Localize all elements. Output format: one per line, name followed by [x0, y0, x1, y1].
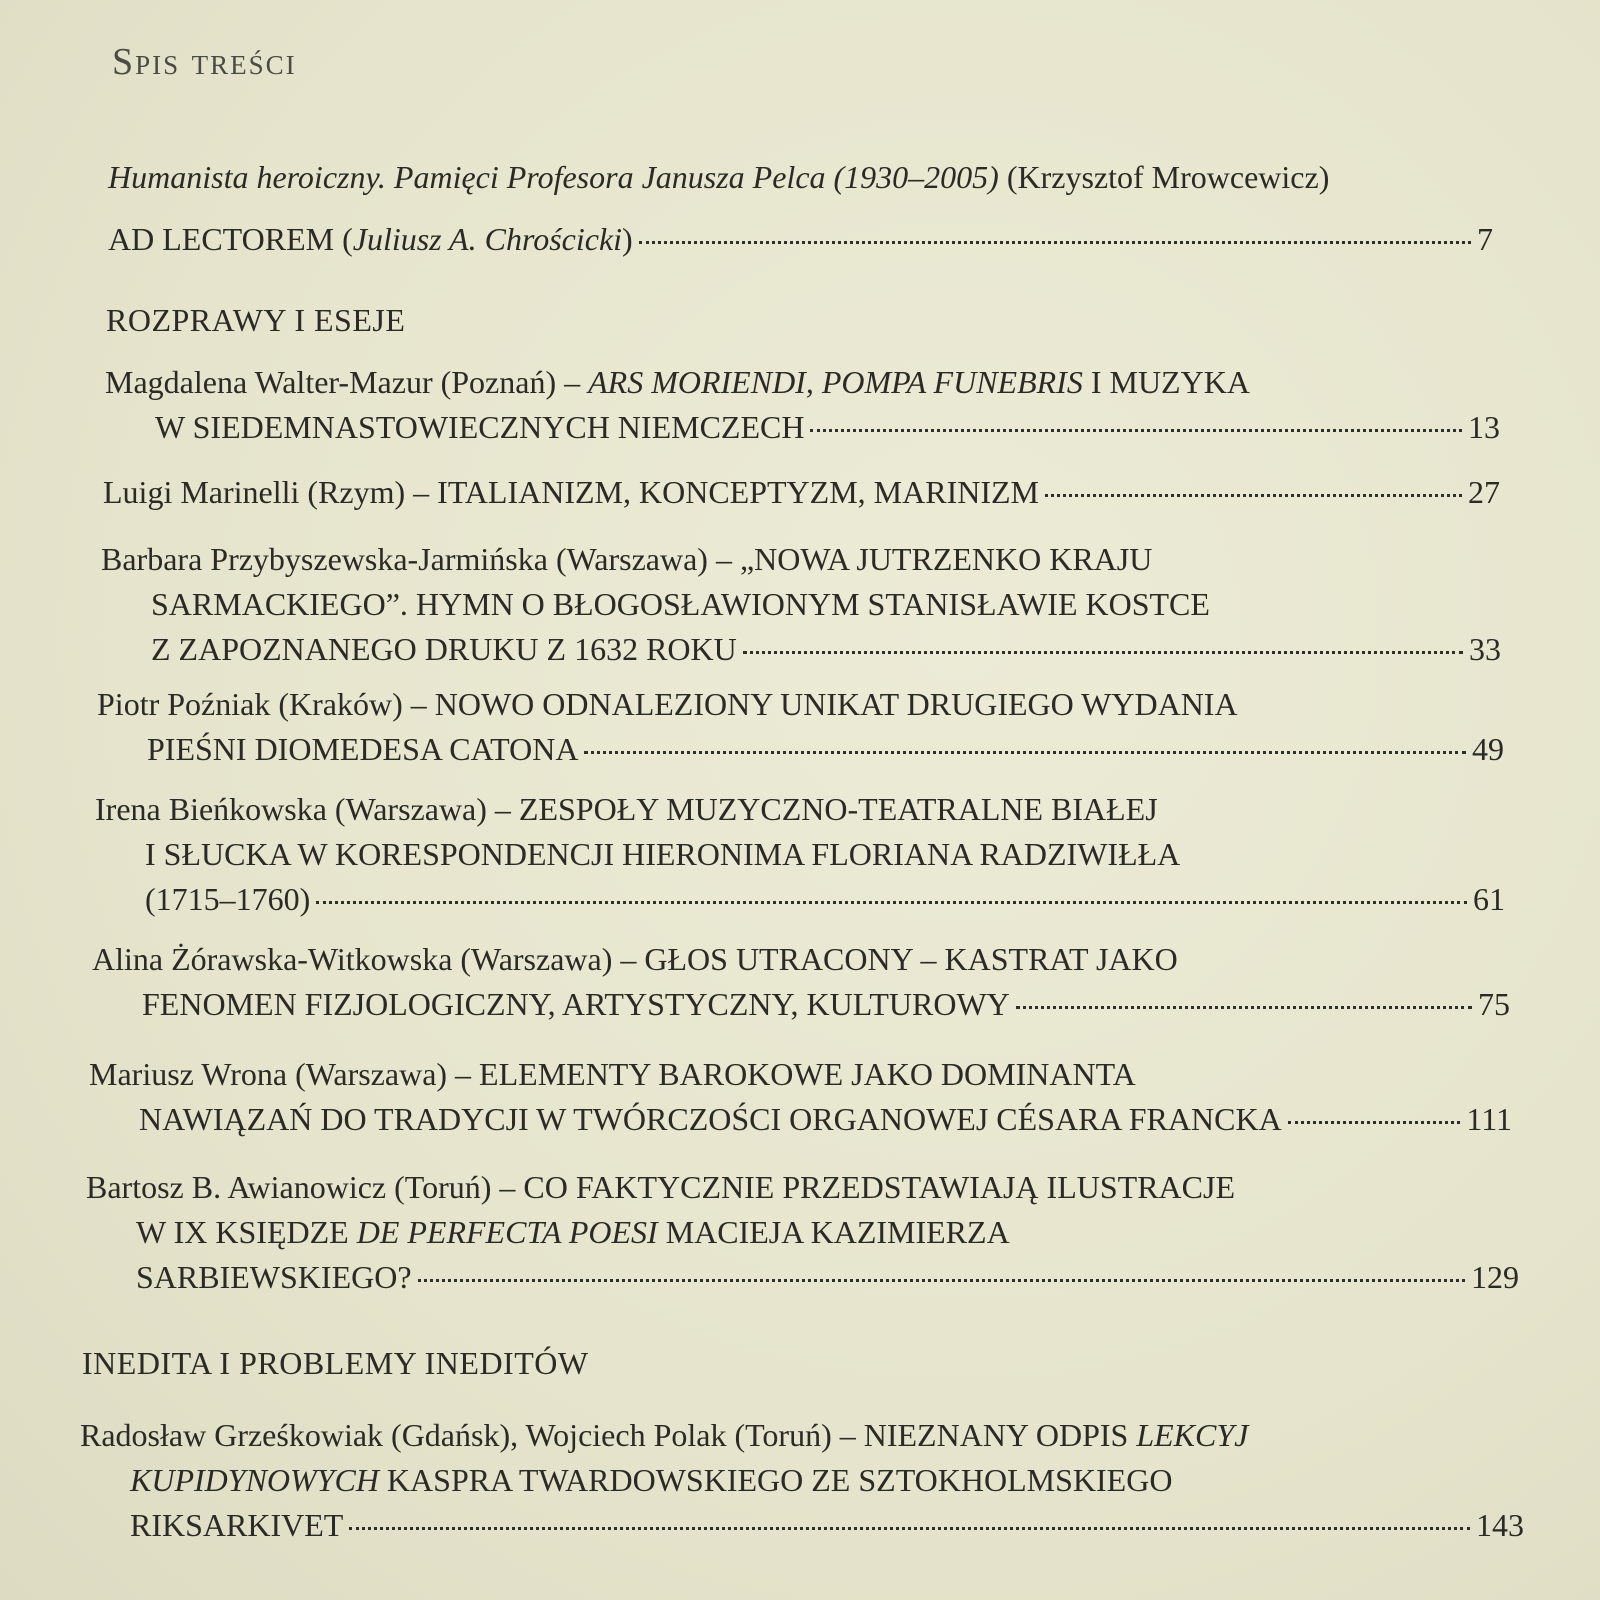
entry-line: KASPRA TWARDOWSKIEGO ZE SZTOKHOLMSKIEGO [378, 1462, 1173, 1498]
entry-line: Piotr Poźniak (Kraków) – NOWO ODNALEZIONY UNIKAT DRUGIEGO WYDANIA [97, 686, 1238, 722]
toc-entry [80, 1413, 1524, 1548]
entry-line: Bartosz B. Awianowicz (Toruń) – CO FAKTYCZNIE PRZEDSTAWIAJĄ ILUSTRACJE [86, 1169, 1235, 1205]
entry-line: SARMACKIEGO”. HYMN O BŁOGOSŁAWIONYM STANISŁAWIE KOSTCE [151, 586, 1210, 622]
toc-entry [103, 470, 1500, 515]
leader-dots [1045, 494, 1462, 497]
page-number: 13 [1468, 409, 1500, 445]
entry-line: NAWIĄZAŃ DO TRADYCJI W TWÓRCZOŚCI ORGANOWEJ CÉSARA FRANCKA [139, 1101, 1282, 1137]
leader-dots [743, 651, 1463, 654]
entry-line: Radosław Grześkowiak (Gdańsk), Wojciech Polak (Toruń) – NIEZNANY ODPIS [80, 1417, 1137, 1453]
leader-dots [418, 1279, 1465, 1282]
section-heading: ROZPRAWY I ESEJE [106, 302, 406, 338]
toc-entry [97, 682, 1504, 772]
entry-line: W IX KSIĘDZE [136, 1214, 357, 1250]
toc-entry [95, 787, 1505, 922]
entry-line: Mariusz Wrona (Warszawa) – ELEMENTY BAROKOWE JAKO DOMINANTA [89, 1056, 1136, 1092]
leader-dots [639, 241, 1471, 244]
toc-entry [105, 360, 1500, 450]
entry-italic-title: DE PERFECTA POESI [356, 1214, 658, 1250]
entry-line: MACIEJA KAZIMIERZA [657, 1214, 1010, 1250]
toc-entry [92, 937, 1510, 1027]
page-number: 129 [1471, 1259, 1519, 1295]
entry-italic-title: LEKCYJ [1136, 1417, 1249, 1453]
leader-dots [1016, 1006, 1472, 1009]
toc-entry [101, 537, 1501, 672]
section-heading: INEDITA I PROBLEMY INEDITÓW [82, 1345, 589, 1381]
leader-dots [810, 429, 1462, 432]
leader-dots [349, 1527, 1470, 1530]
ad-lectorem-title: AD LECTOREM [108, 221, 335, 257]
paren-close: ) [622, 221, 633, 257]
toc-entry [89, 1052, 1512, 1142]
page-number: 111 [1466, 1101, 1512, 1137]
entry-line: Z ZAPOZNANEGO DRUKU Z 1632 ROKU [151, 631, 737, 667]
entry-italic-title: ARS MORIENDI, POMPA FUNEBRIS [588, 364, 1083, 400]
page-number: 27 [1468, 474, 1500, 510]
entry-line: PIEŚNI DIOMEDESA CATONA [147, 731, 579, 767]
page-number: 75 [1478, 986, 1510, 1022]
page-number: 33 [1469, 631, 1501, 667]
entry-line: RIKSARKIVET [130, 1507, 344, 1543]
entry-line: Irena Bieńkowska (Warszawa) – ZESPOŁY MUZYCZNO-TEATRALNE BIAŁEJ [95, 791, 1158, 827]
paren-open: ( [342, 221, 353, 257]
entry-line: Barbara Przybyszewska-Jarmińska (Warszawa) – „NOWA JUTRZENKO KRAJU [101, 541, 1153, 577]
entry-line: (1715–1760) [145, 881, 311, 917]
toc-entry [86, 1165, 1519, 1300]
ad-lectorem-author: Juliusz A. Chrościcki [352, 221, 623, 257]
dedication-title: Humanista heroiczny. Pamięci Profesora Janusza Pelca (1930–2005) [108, 159, 999, 195]
entry-italic-title: KUPIDYNOWYCH [130, 1462, 379, 1498]
entry-line: FENOMEN FIZJOLOGICZNY, ARTYSTYCZNY, KULTUROWY [142, 986, 1010, 1022]
ad-lectorem-entry [108, 217, 1493, 262]
page-number: 61 [1473, 881, 1505, 917]
dedication-entry [108, 155, 1488, 200]
dedication-author: (Krzysztof Mrowcewicz) [1006, 159, 1330, 195]
page-title: Spis treści [112, 41, 297, 83]
leader-dots [1288, 1121, 1461, 1124]
page-number: 143 [1476, 1507, 1524, 1543]
entry-line: I MUZYKA [1082, 364, 1250, 400]
entry-line: Magdalena Walter-Mazur (Poznań) – [105, 364, 589, 400]
entry-line: Luigi Marinelli (Rzym) – ITALIANIZM, KONCEPTYZM, MARINIZM [103, 474, 1039, 510]
entry-line: W SIEDEMNASTOWIECZNYCH NIEMCZECH [155, 409, 805, 445]
page-number: 7 [1477, 221, 1493, 257]
page-number: 49 [1472, 731, 1504, 767]
leader-dots [316, 901, 1467, 904]
entry-line: SARBIEWSKIEGO? [136, 1259, 412, 1295]
leader-dots [584, 751, 1466, 754]
entry-line: I SŁUCKA W KORESPONDENCJI HIERONIMA FLORIANA RADZIWIŁŁA [145, 836, 1181, 872]
entry-line: Alina Żórawska-Witkowska (Warszawa) – GŁOS UTRACONY – KASTRAT JAKO [92, 941, 1178, 977]
